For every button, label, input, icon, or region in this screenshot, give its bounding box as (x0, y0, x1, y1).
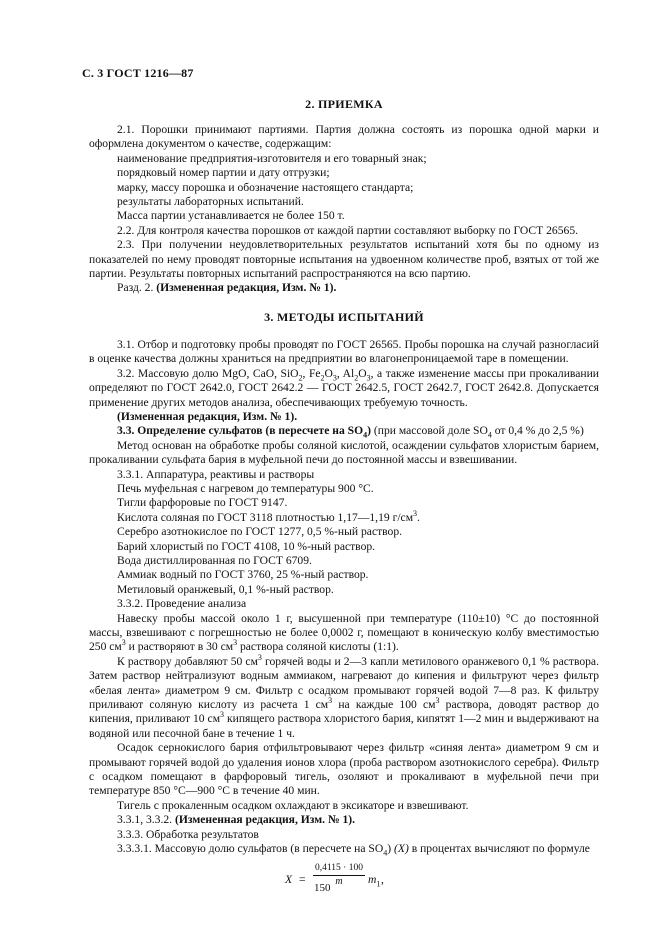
equipment-item: Тигли фарфоровые по ГОСТ 9147. (117, 496, 288, 510)
heading-3-3: 3.3. Определение сульфатов (в пересчете на $SO_4$) (при массовой доле $SO_4$ от 0,4 % до 2,5 %) (117, 424, 584, 440)
crucible-weighing: Тигель с прокаленным осадком охлаждают в эксикаторе и взвешивают. (117, 798, 469, 812)
precipitate-processing: Осадок сернокислого бария отфильтровывают через фильтр «синяя лента» диаметром 9 см и промывают горячей водой до удаления ионов хлора (проба раствором азотнокислого серебра). Фильтр с осадком помещают в фарфоровый тигель, озоляют и прокаливают в муфельной печи при температуре 850 °С—900 °С в течение 40 мин. (89, 741, 599, 798)
paragraph-2-1: 2.1. Порошки принимают партиями. Партия должна состоять из порошка одной марки и оформлена документом о качестве, содержащим: (89, 123, 599, 151)
method-description: Метод основан на обработке пробы соляной кислотой, осаждении сульфатов хлористым барием, прокаливании сульфата бария в муфельной печи до постоянной массы и взвешивании. (89, 438, 599, 467)
list-item: порядковый номер партии и дату отгрузки; (117, 166, 330, 180)
formula-comma: , (381, 872, 384, 886)
heading-3-3-2: 3.3.2. Проведение анализа (117, 597, 247, 611)
heading-3-3-3: 3.3.3. Обработка результатов (117, 827, 259, 841)
paragraph-3-2: 3.2. Массовую долю MgO, CaO, SiO$_2$, $Fe_2O_3$, $Al_2O_3$, а также изменение массы при прокаливании определяют по ГОСТ 2642.0, ГОСТ 2642.2 — ГОСТ 2642.5, ГОСТ 2642.7, ГОСТ 2642.8. Допускается применение других методов анализа, обеспечивающих требуемую точность. (89, 366, 599, 409)
equipment-item: Серебро азотнокислое по ГОСТ 1277, 0,5 %-ный раствор. (117, 525, 403, 539)
list-item: марку, массу порошка и обозначение настоящего стандарта; (117, 180, 414, 194)
solution-treatment: К раствору добавляют 50 $см^3$ горячей воды и 2—3 капли метилового оранжевого 0,1 % раствора. Затем раствор нейтрализуют водным аммиаком, нагревают до кипения и фильтруют через фильтр «белая лента» диаметром 9 см. Фильтр с осадком промывают горячей водой 7—8 раз. К фильтру приливают соляную кислоту из расчета 1 $см^3$ на каждые 100 $см^3$ раствора, доводят раствор до кипения, приливают 10 $см^3$ кипящего раствора хлористого бария, кипятят 1—2 мин и выдерживают на водяной или песочной бане в течение 1 ч. (89, 652, 600, 740)
list-item: наименование предприятия-изготовителя и его товарный знак; (117, 151, 427, 165)
partition-mass: Масса партии устанавливается не более 150 т. (117, 209, 345, 223)
page-header: С. 3 ГОСТ 1216—87 (82, 66, 194, 80)
equipment-item: Вода дистиллированная по ГОСТ 6709. (117, 553, 312, 567)
paragraph-3-2-amendment: (Измененная редакция, Изм. № 1). (117, 409, 298, 423)
paragraph-3-3-3-1: 3.3.3.1. Массовую долю сульфатов (в пересчете на $SO_4$) (X) в процентах вычисляют по формуле (117, 842, 590, 858)
paragraph-2-3: 2.3. При получении неудовлетворительных результатов испытаний хотя бы по одному из показателей по нему проводят повторные испытания на удвоенном количестве проб, взятых от той же партии. Результаты повторных испытаний распространяются на всю партию. (89, 238, 599, 281)
sample-preparation: Навеску пробы массой около 1 г, высушенной при температуре (110±10) °С до постоянной массы, взвешивают с погрешностью не более 0,0002 г, помещают в коническую колбу вместимостью 250 $см^3$ и растворяют в 30 $см^3$ раствора соляной кислоты (1:1). (89, 611, 599, 654)
section-2-title: 2. ПРИЕМКА (305, 97, 383, 111)
paragraph-3-3-amendment: 3.3.1, 3.3.2. (Измененная редакция, Изм. № 1). (117, 813, 356, 827)
formula-mass-m1: $m_1$ (368, 872, 381, 888)
section-2-amendment: Разд. 2. (Измененная редакция, Изм. № 1). (117, 281, 337, 295)
document-body (89, 97, 599, 898)
paragraph-3-1: 3.1. Отбор и подготовку пробы проводят по ГОСТ 26565. Пробы порошка на случай разногласий в оценке качества должны храниться на предприятии во влагонепроницаемой таре в помещении. (89, 337, 599, 366)
formula-equals: = (299, 872, 306, 886)
formula-lhs: X (285, 872, 293, 886)
equipment-item: Кислота соляная по ГОСТ 3118 плотностью 1,17—1,19 $г/см^3$. (117, 508, 420, 524)
list-item: результаты лабораторных испытаний. (117, 195, 304, 209)
equipment-item: Метиловый оранжевый, 0,1 %-ный раствор. (117, 582, 334, 596)
heading-3-3-1: 3.3.1. Аппаратура, реактивы и растворы (117, 467, 315, 481)
equipment-item: Аммиак водный по ГОСТ 3760, 25 %-ный раствор. (117, 568, 369, 582)
page-number: 150 (314, 882, 331, 894)
equipment-item: Барий хлористый по ГОСТ 4108, 10 %-ный раствор. (117, 539, 376, 553)
paragraph-2-2: 2.2. Для контроля качества порошков от каждой партии составляют выборку по ГОСТ 26565. (117, 223, 579, 237)
section-3-title: 3. МЕТОДЫ ИСПЫТАНИЙ (264, 309, 424, 324)
formula-numerator: 0,4115 · 100 (313, 862, 365, 876)
formula-denominator: m (335, 875, 343, 887)
equipment-item: Печь муфельная с нагревом до температуры 900 °С. (117, 481, 374, 495)
sulfate-formula (89, 862, 599, 898)
